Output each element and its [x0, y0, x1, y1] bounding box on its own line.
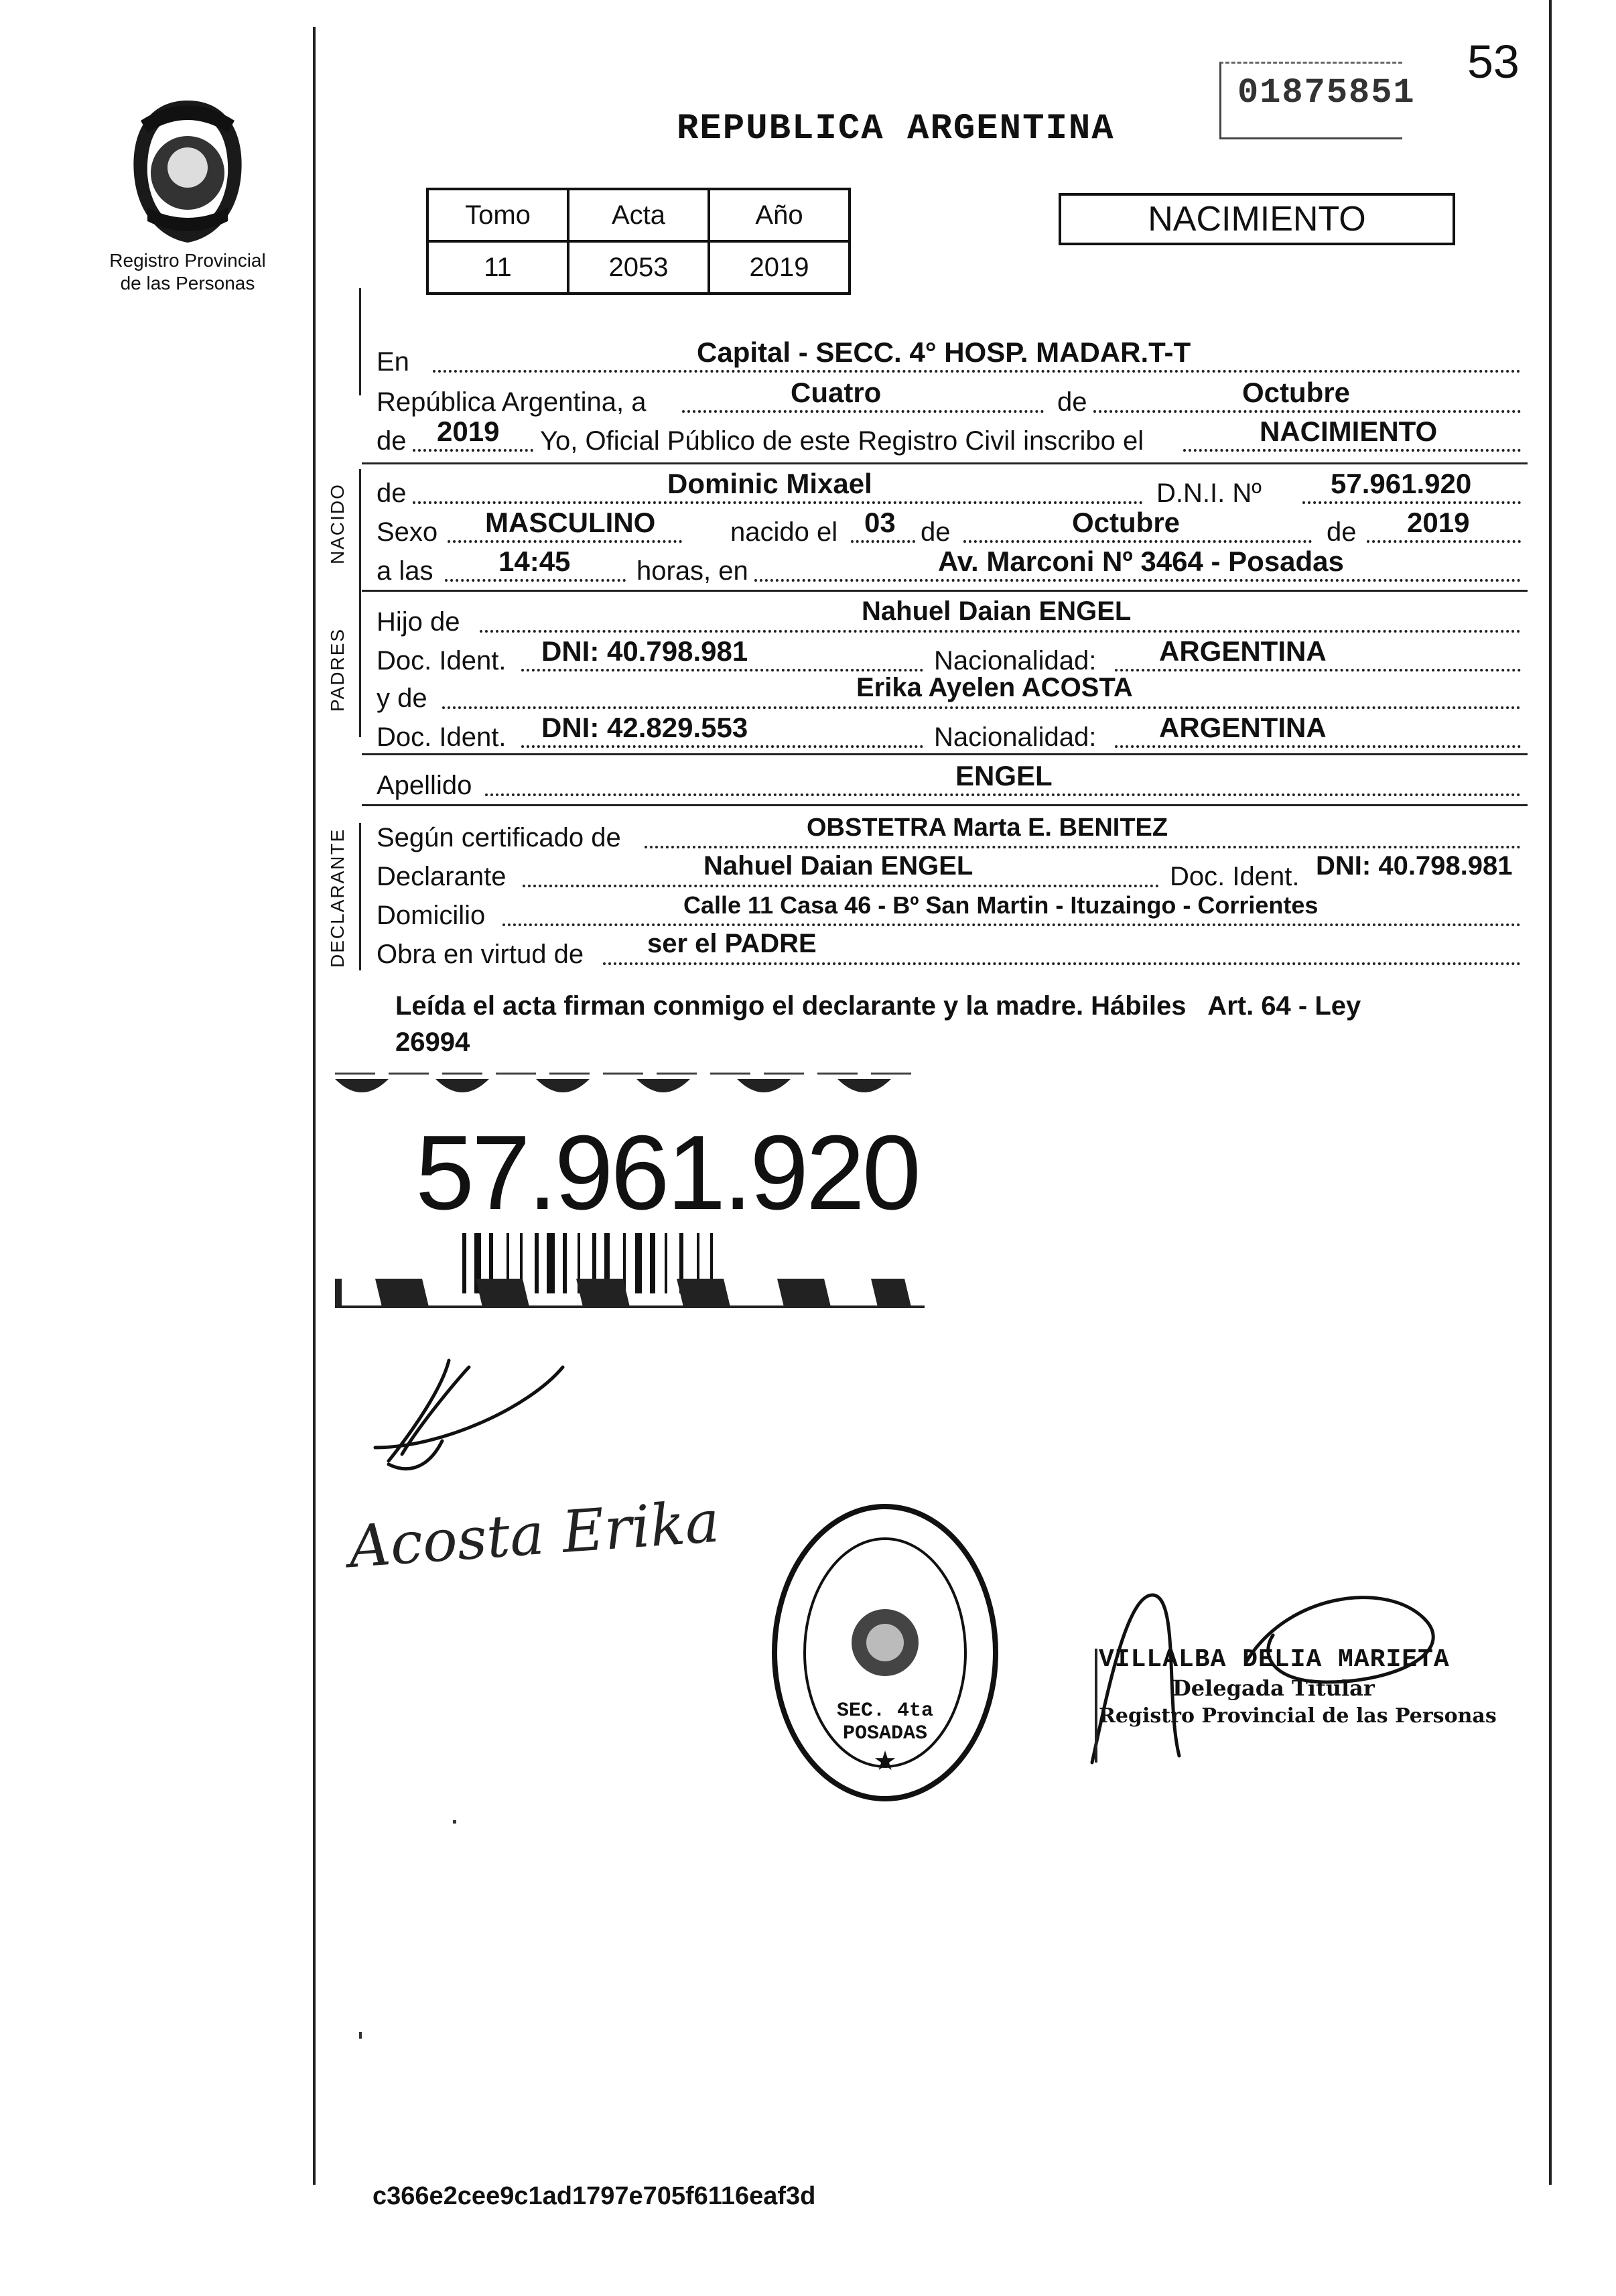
- dni-dots: [1302, 501, 1521, 504]
- sexo-value: MASCULINO: [485, 507, 656, 538]
- father-doc-dots: [521, 669, 923, 672]
- birthday-dots: [851, 540, 915, 543]
- obra-value: ser el PADRE: [647, 929, 817, 958]
- month-value: Octubre: [1242, 377, 1351, 408]
- official-name: VILLALBA DELIA MARIETA: [1099, 1645, 1450, 1674]
- mother-nationality: ARGENTINA: [1159, 712, 1327, 743]
- page-number: 53: [1467, 36, 1520, 88]
- header-acta: Acta: [568, 189, 709, 241]
- rule-3: [362, 753, 1528, 755]
- closing-line-2: 26994: [395, 1027, 470, 1057]
- nacido-bar: [359, 469, 361, 603]
- sticker-top-pattern: [335, 1066, 938, 1106]
- act-value: NACIMIENTO: [1260, 416, 1438, 447]
- sexo-dots: [448, 540, 682, 543]
- declarante-dots: [523, 885, 1159, 887]
- left-border-line: [313, 27, 316, 2185]
- apellido-value: ENGEL: [955, 760, 1053, 791]
- father-doc-label: Doc. Ident.: [377, 646, 507, 676]
- serial-number: 01875851: [1237, 73, 1416, 113]
- record-table: [426, 188, 851, 295]
- place-dots: [754, 579, 1521, 582]
- serial-stamp: [1219, 62, 1416, 139]
- en-label: En: [377, 347, 409, 377]
- value-tomo: 11: [427, 241, 568, 294]
- act-dots: [1183, 449, 1521, 452]
- country-title: REPUBLICA ARGENTINA: [677, 109, 1115, 149]
- year-value: 2019: [437, 416, 500, 447]
- padres-section-label: PADRES: [327, 627, 348, 712]
- year-dots: [413, 449, 533, 452]
- cert-dots: [645, 846, 1521, 848]
- apellido-label: Apellido: [377, 771, 472, 800]
- domicilio-value: Calle 11 Casa 46 - Bº San Martin - Ituzaingo - Corrientes: [683, 891, 1319, 919]
- province-logo: [121, 94, 255, 248]
- official-office: Registro Provincial de las Personas: [1099, 1704, 1497, 1728]
- dni-sticker: [335, 1066, 938, 1320]
- document-hash: c366e2cee9c1ad1797e705f6116eaf3d: [373, 2182, 816, 2210]
- padres-bar: [359, 603, 361, 737]
- stray-mark-1: [453, 1820, 456, 1824]
- declarant-signature: [362, 1347, 576, 1494]
- declarante-section-label: DECLARANTE: [327, 828, 348, 968]
- svg-text:★: ★: [873, 1746, 897, 1776]
- declarante-doc: DNI: 40.798.981: [1316, 851, 1513, 881]
- declarante-bar: [359, 823, 361, 970]
- cert-label: Según certificado de: [377, 823, 621, 852]
- father-doc: DNI: 40.798.981: [541, 635, 748, 667]
- father-name: Nahuel Daian ENGEL: [862, 596, 1132, 626]
- father-nationality: ARGENTINA: [1159, 635, 1327, 667]
- nacido-de-label: de: [377, 479, 407, 508]
- birth-place: Av. Marconi Nº 3464 - Posadas: [938, 546, 1344, 577]
- value-acta: 2053: [568, 241, 709, 294]
- birth-month: Octubre: [1072, 507, 1181, 538]
- official-title: Delegada Titular: [1172, 1675, 1375, 1701]
- father-nac-label: Nacionalidad:: [934, 646, 1097, 676]
- official-stamp: [1099, 1646, 1497, 1730]
- yo-label: Yo, Oficial Público de este Registro Civil inscribo el: [540, 426, 1144, 456]
- domicilio-dots: [502, 923, 1521, 926]
- nacido-el-label: nacido el: [730, 517, 838, 547]
- apellido-dots: [485, 793, 1521, 796]
- seal-inner-text: SEC. 4ta POSADAS: [836, 1700, 934, 1745]
- day-value: Cuatro: [791, 377, 882, 408]
- name-dots: [413, 501, 1143, 504]
- registry-line-1: Registro Provincial: [109, 250, 266, 271]
- nacido-section-label: NACIDO: [327, 483, 348, 564]
- sticker-dni-number: 57.961.920: [415, 1114, 919, 1232]
- value-ano: 2019: [709, 241, 850, 294]
- declarante-label: Declarante: [377, 862, 507, 891]
- yde-label: y de: [377, 684, 427, 713]
- header-ano: Año: [709, 189, 850, 241]
- mother-nac-label: Nacionalidad:: [934, 722, 1097, 752]
- de2-label: de: [377, 426, 407, 456]
- sticker-bottom-pattern: [335, 1273, 938, 1314]
- obra-dots: [603, 962, 1521, 965]
- declarante-value: Nahuel Daian ENGEL: [703, 851, 973, 881]
- birthmonth-dots: [963, 540, 1312, 543]
- act-type: NACIMIENTO: [1148, 200, 1366, 239]
- father-dots: [480, 630, 1521, 633]
- registry-seal: [768, 1498, 1002, 1807]
- alas-label: a las: [377, 556, 433, 586]
- rule-1: [362, 462, 1528, 464]
- birth-year: 2019: [1407, 507, 1470, 538]
- registry-line-2: de las Personas: [120, 273, 255, 294]
- declarante-doc-label: Doc. Ident.: [1170, 862, 1300, 891]
- birthyear-dots: [1367, 540, 1521, 543]
- logo-caption: [87, 249, 288, 295]
- mother-doc-dots: [521, 745, 923, 748]
- birth-day: 03: [864, 507, 896, 538]
- closing-line-1: Leída el acta firman conmigo el declarante y la madre. Hábiles Art. 64 - Ley: [395, 991, 1361, 1021]
- right-border-line: [1549, 0, 1552, 2185]
- cert-value: OBSTETRA Marta E. BENITEZ: [807, 814, 1168, 842]
- left-tick-1: [359, 288, 361, 395]
- header-tomo: Tomo: [427, 189, 568, 241]
- rule-4: [362, 804, 1528, 806]
- republica-label: República Argentina, a: [377, 387, 647, 417]
- rule-2: [362, 590, 1528, 592]
- horas-label: horas, en: [636, 556, 748, 586]
- domicilio-label: Domicilio: [377, 901, 486, 930]
- closing-text: [395, 988, 1361, 1060]
- en-dots: [433, 370, 1521, 373]
- mother-name: Erika Ayelen ACOSTA: [856, 673, 1133, 702]
- time-dots: [445, 579, 626, 582]
- obra-label: Obra en virtud de: [377, 940, 584, 969]
- child-name: Dominic Mixael: [667, 468, 872, 499]
- mother-nac-dots: [1115, 745, 1521, 748]
- republica-dots: [682, 410, 1044, 413]
- dni-label: D.N.I. Nº: [1156, 479, 1262, 508]
- hijo-label: Hijo de: [377, 607, 460, 637]
- stray-mark-2: [359, 2032, 362, 2039]
- mother-signature: Acosta Erika: [346, 1488, 722, 1582]
- mother-doc-label: Doc. Ident.: [377, 722, 507, 752]
- sexo-label: Sexo: [377, 517, 438, 547]
- official-stamp-bar: [1095, 1649, 1097, 1763]
- mother-dots: [442, 706, 1521, 709]
- en-value: Capital - SECC. 4° HOSP. MADAR.T-T: [697, 336, 1191, 368]
- act-type-box: [1059, 193, 1455, 245]
- nacido-de3-label: de: [1327, 517, 1357, 547]
- de-label: de: [1057, 387, 1087, 417]
- father-nac-dots: [1115, 669, 1521, 672]
- nacido-de2-label: de: [921, 517, 951, 547]
- month-dots: [1093, 410, 1521, 413]
- time-value: 14:45: [498, 546, 571, 577]
- dni-value: 57.961.920: [1331, 468, 1472, 499]
- mother-doc: DNI: 42.829.553: [541, 712, 748, 743]
